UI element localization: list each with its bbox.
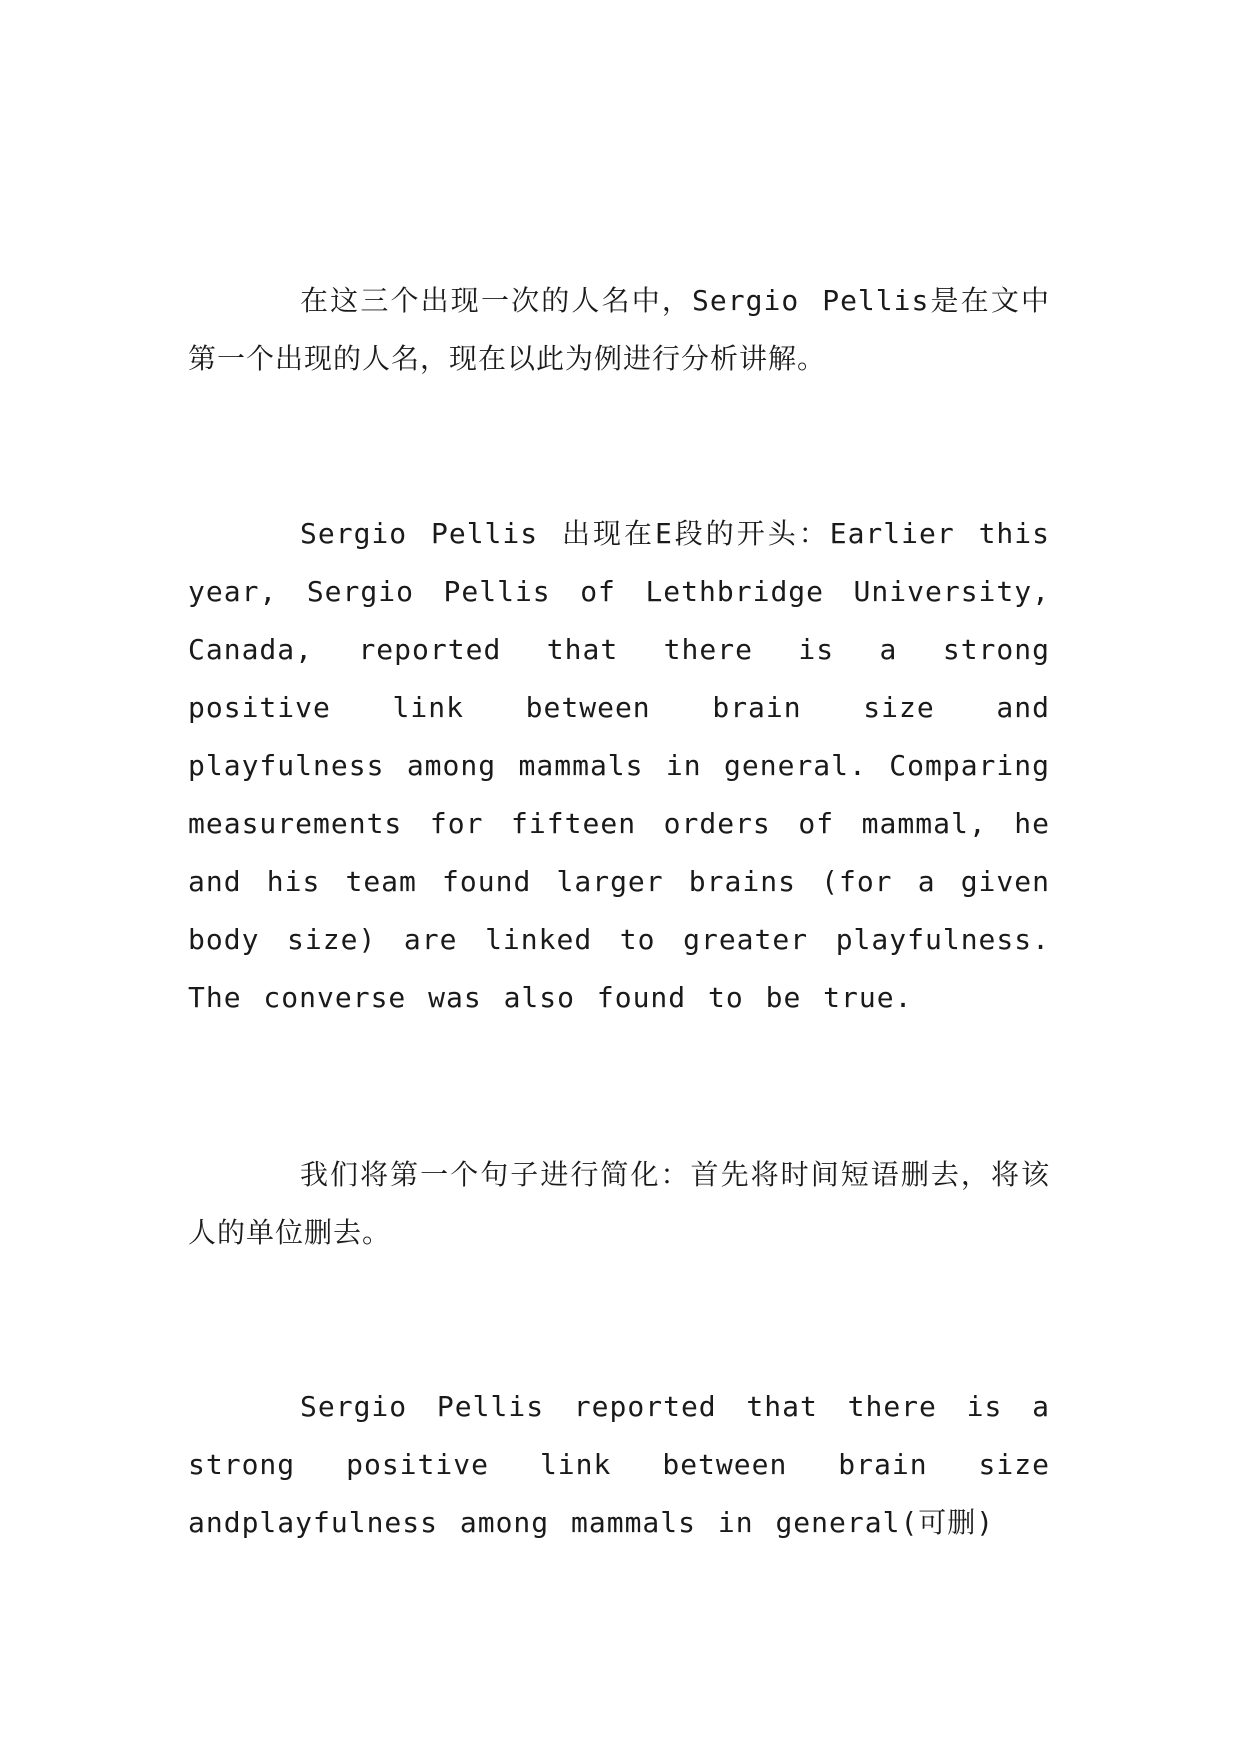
- paragraph-quote: Sergio Pellis 出现在E段的开头：Earlier this year, Sergio Pellis of Lethbridge University, Canada, reported that there is a strong positive link between brain size and playfulness among mammals in general. Comparing measurements for fifteen orders of mammal, he and his team found larger brains (for a given body size) are linked to greater playfulness. The converse was also found to be true.: [188, 517, 1050, 1014]
- paragraph-simplify-note: 我们将第一个句子进行简化：首先将时间短语删去，将该人的单位删去。: [188, 1158, 1050, 1249]
- paragraph-simplified-sentence: Sergio Pellis reported that there is a strong positive link between brain size andplayfulness among mammals in general(可删): [188, 1390, 1050, 1539]
- paragraph-intro: 在这三个出现一次的人名中，Sergio Pellis是在文中第一个出现的人名，现在以此为例进行分析讲解。: [188, 284, 1050, 375]
